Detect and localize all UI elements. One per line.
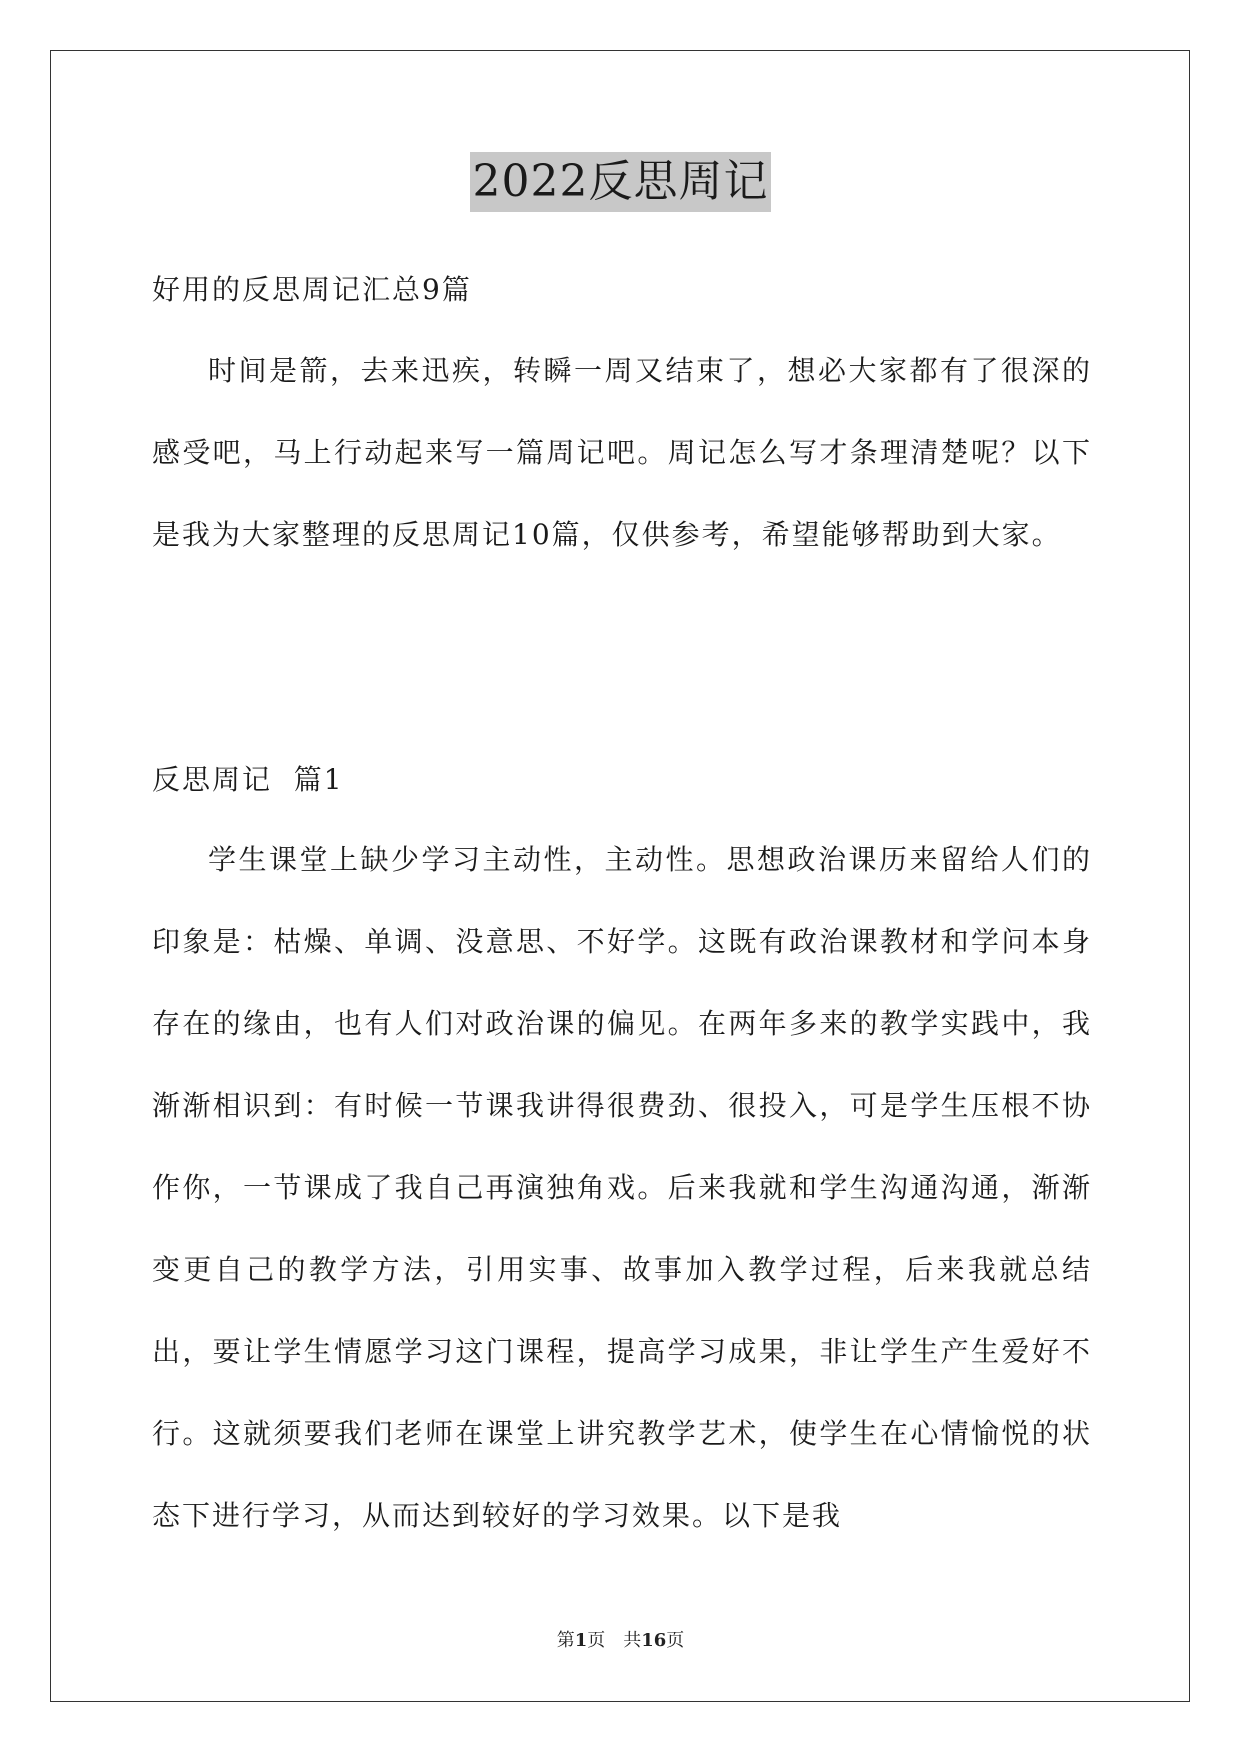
footer-total-pages: 16 bbox=[641, 1630, 667, 1651]
document-subtitle: 好用的反思周记汇总9篇 bbox=[152, 273, 472, 306]
section-heading: 反思周记 篇1 bbox=[152, 763, 344, 796]
footer-prefix: 第 bbox=[556, 1630, 575, 1651]
intro-paragraph: 时间是箭，去来迅疾，转瞬一周又结束了，想必大家都有了很深的感受吧，马上行动起来写一篇周记吧。周记怎么写才条理清楚呢？以下是我为大家整理的反思周记10篇，仅供参考，希望能够帮助到大家。 bbox=[152, 354, 1092, 551]
footer-middle: 页 共 bbox=[587, 1630, 642, 1651]
footer-page-number: 1 bbox=[574, 1630, 588, 1651]
footer-suffix: 页 bbox=[666, 1630, 685, 1651]
title-container bbox=[0, 152, 1241, 212]
document-title: 2022反思周记 bbox=[470, 152, 772, 212]
page-footer bbox=[0, 1628, 1241, 1654]
section-body: 学生课堂上缺少学习主动性，主动性。思想政治课历来留给人们的印象是：枯燥、单调、没意思、不好学。这既有政治课教材和学问本身存在的缘由，也有人们对政治课的偏见。在两年多来的教学实践中，我渐渐相识到：有时候一节课我讲得很费劲、很投入，可是学生压根不协作你，一节课成了我自己再演独角戏。后来我就和学生沟通沟通，渐渐变更自己的教学方法，引用实事、故事加入教学过程，后来我就总结出，要让学生情愿学习这门课程，提高学习成果，非让学生产生爱好不行。这就须要我们老师在课堂上讲究教学艺术，使学生在心情愉悦的状态下进行学习，从而达到较好的学习效果。以下是我 bbox=[152, 843, 1092, 1532]
